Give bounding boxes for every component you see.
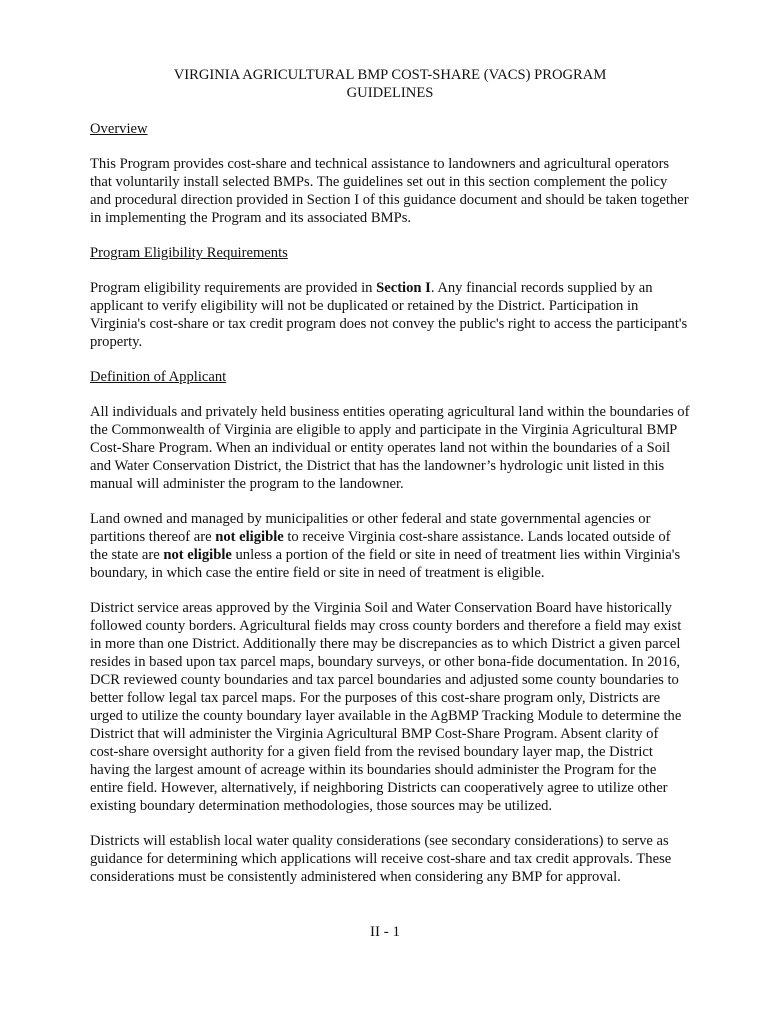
applicant-heading: Definition of Applicant [90,369,227,385]
title-line-2: GUIDELINES [346,85,434,101]
applicant-paragraph-4: Districts will establish local water quality considerations (see secondary considerations) to serve as guidance for determining which applications will receive cost-share and tax credit approvals. These considerations must be consistently administered when considering any BMP for approval. [90,833,672,885]
eligibility-paragraph [90,279,690,351]
eligibility-heading: Program Eligibility Requirements [90,245,288,261]
document-page [90,66,690,903]
applicant-paragraph-3: District service areas approved by the Virginia Soil and Water Conservation Board have historically followed county borders. Agricultural fields may cross county borders and therefore a field may exist in more than one District. Additionally there may be discrepancies as to which District a given parcel resides in based upon tax parcel maps, boundary surveys, or other bona-fide documentation. In 2016, DCR reviewed county boundaries and tax parcel boundaries and adjusted some county boundaries to better follow legal tax parcel maps. For the purposes of this cost-share program only, Districts are urged to utilize the county boundary layer available in the AgBMP Tracking Module to determine the District that will administer the Virginia Agricultural BMP Cost-Share Program. Absent clarity of cost-share oversight authority for a given field from the revised boundary layer map, the District having the largest amount of acreage within its boundaries should administer the Program for the entire field. However, alternatively, if neighboring Districts can cooperatively agree to utilize other existing boundary determination methodologies, those sources may be utilized. [90,600,682,814]
not-eligible-1: not eligible [215,529,284,545]
eligibility-section-ref: Section I [376,280,431,296]
title-line-1: VIRGINIA AGRICULTURAL BMP COST-SHARE (VACS) PROGRAM [173,67,607,83]
overview-heading: Overview [90,121,148,137]
applicant-paragraph-1: All individuals and privately held business entities operating agricultural land within the boundaries of the Commonwealth of Virginia are eligible to apply and participate in the Virginia Agricultural BMP Cost-Share Program. When an individual or entity operates land not within the boundaries of a Soil and Water Conservation District, the District that has the landowner’s hydrologic unit listed in this manual will administer the program to the landowner. [90,404,690,492]
not-eligible-2: not eligible [163,547,232,563]
eligibility-text-before: Program eligibility requirements are provided in [90,280,377,296]
eligibility-text-after: . Any financial records supplied by an applicant to verify eligibility will not be duplicated or retained by the District. Participation in Virginia's cost-share or tax credit program does not convey the public's right to access the participant's property. [90,280,688,350]
document-title [90,66,690,102]
applicant-paragraph-2 [90,510,690,582]
overview-paragraph: This Program provides cost-share and technical assistance to landowners and agricultural operators that voluntarily install selected BMPs. The guidelines set out in this section complement the policy and procedural direction provided in Section I of this guidance document and should be taken together in implementing the Program and its associated BMPs. [90,156,689,226]
applicant-p2-part3: unless a portion of the field or site in need of treatment lies within Virginia's boundary, in which case the entire field or site in need of treatment is eligible. [90,547,681,581]
applicant-p2-part2: to receive Virginia cost-share assistance. Lands located outside of the state are [90,529,671,563]
applicant-p2-part1: Land owned and managed by municipalities or other federal and state governmental agencies or partitions thereof are [90,511,651,545]
page-number: II - 1 [370,924,400,940]
